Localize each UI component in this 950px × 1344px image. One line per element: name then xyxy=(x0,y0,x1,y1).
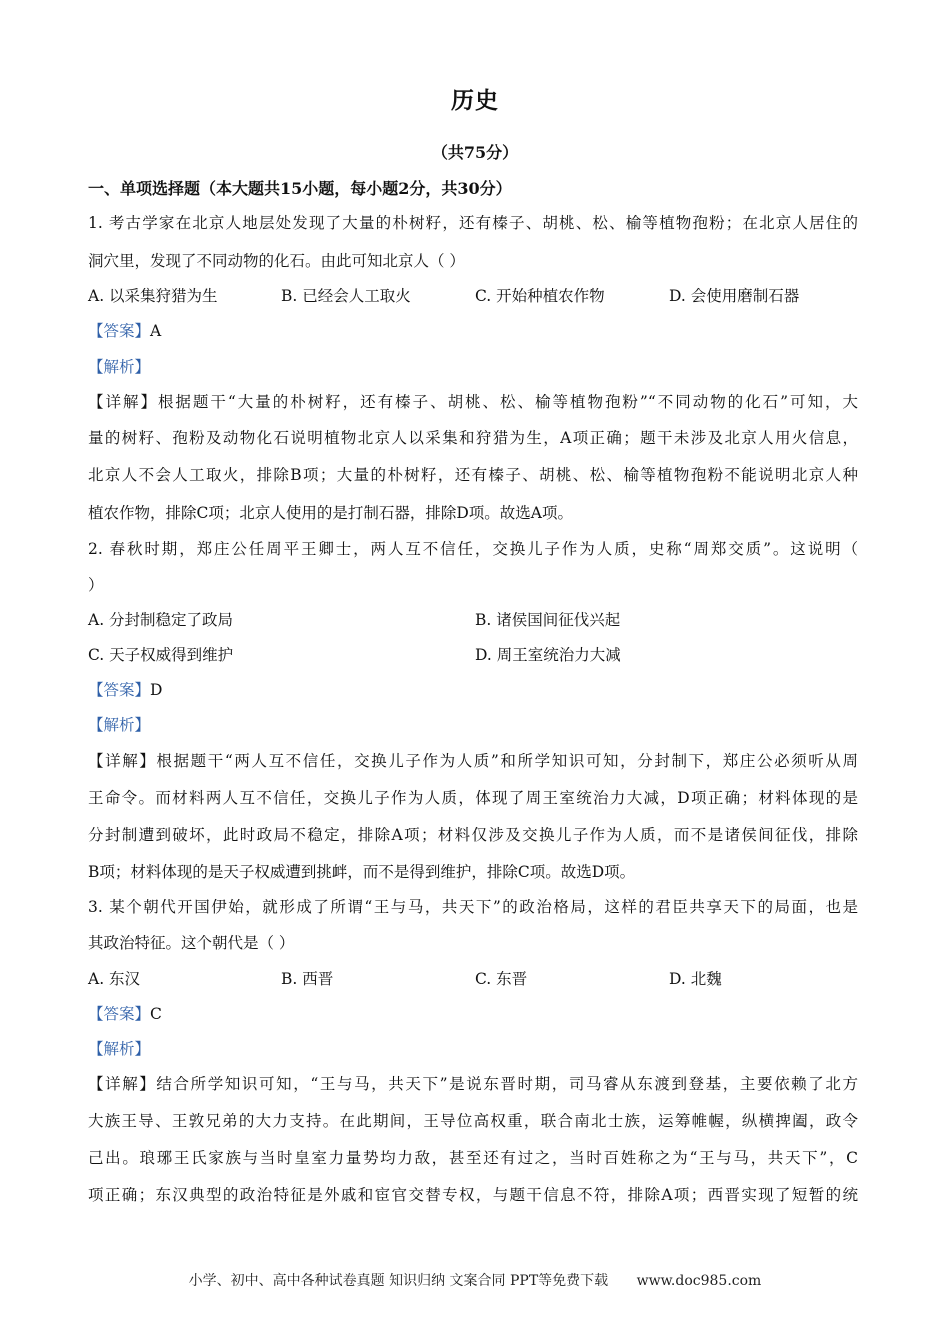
q3-option-c: C. 东晋 xyxy=(475,970,528,988)
q2-answer xyxy=(88,679,863,701)
q2-detail-line-1 xyxy=(88,750,858,772)
footer-link[interactable]: www.doc985.com xyxy=(636,1273,762,1289)
detail-text: 根据题干“两人互不信任，交换儿子作为人质”和所学知识可知，分封制下，郑庄公必须听从周 xyxy=(156,752,858,770)
q3-detail-line-4: 项正确；东汉典型的政治特征是外戚和宦官交替专权，与题干信息不符，排除A项；西晋实现了短暂的统 xyxy=(88,1186,858,1204)
q3-analysis-tag: 【解析】 xyxy=(88,1040,151,1058)
q3-option-b: B. 西晋 xyxy=(281,970,334,988)
q1-detail-line-1 xyxy=(88,391,858,413)
answer-tag: 【答案】 xyxy=(88,681,151,699)
q1-option-c: C. 开始种植农作物 xyxy=(475,287,605,305)
q1-detail-line-3: 北京人不会人工取火，排除B项；大量的朴树籽，还有榛子、胡桃、松、榆等植物孢粉不能说明北京人种 xyxy=(88,466,858,484)
q3-detail-line-2: 大族王导、王敦兄弟的大力支持。在此期间，王导位高权重，联合南北士族，运筹帷幄，纵横捭阖，政令 xyxy=(88,1112,858,1130)
answer-value: A xyxy=(150,322,162,340)
q2-option-b: B. 诸侯国间征伐兴起 xyxy=(475,611,621,629)
q1-answer xyxy=(88,320,863,342)
q2-analysis-tag: 【解析】 xyxy=(88,716,151,734)
detail-tag: 【详解】 xyxy=(88,1075,157,1093)
q3-detail-line-3: 己出。琅琊王氏家族与当时皇室力量势均力敌，甚至还有过之，当时百姓称之为“王与马，共天下”，C xyxy=(88,1149,858,1167)
q3-answer xyxy=(88,1003,863,1025)
detail-tag: 【详解】 xyxy=(88,393,158,411)
answer-tag: 【答案】 xyxy=(88,322,151,340)
q1-option-a: A. 以采集狩猎为生 xyxy=(88,287,218,305)
q2-stem-line-1: 2. 春秋时期，郑庄公任周平王卿士，两人互不信任，交换儿子作为人质，史称“周郑交质”。这说明（ xyxy=(88,540,858,558)
page-subtitle: （共75分） xyxy=(431,143,519,162)
detail-tag: 【详解】 xyxy=(88,752,157,770)
q2-detail-line-2: 王命令。而材料两人互不信任，交换儿子作为人质，体现了周王室统治力大减，D项正确；材料体现的是 xyxy=(88,789,858,807)
q1-stem-line-2: 洞穴里，发现了不同动物的化石。由此可知北京人（ ） xyxy=(88,252,465,270)
page-footer xyxy=(0,1270,950,1290)
q3-detail-line-1 xyxy=(88,1073,858,1095)
q3-option-d: D. 北魏 xyxy=(669,970,722,988)
q2-detail-line-3: 分封制遭到破坏，此时政局不稳定，排除A项；材料仅涉及交换儿子作为人质，而不是诸侯间征伐，排除 xyxy=(88,826,858,844)
q2-option-d: D. 周王室统治力大减 xyxy=(475,646,621,664)
detail-text: 根据题干“大量的朴树籽，还有榛子、胡桃、松、榆等植物孢粉”“不同动物的化石”可知，大 xyxy=(157,393,858,411)
q1-option-d: D. 会使用磨制石器 xyxy=(669,287,800,305)
q2-option-a: A. 分封制稳定了政局 xyxy=(88,611,234,629)
footer-text: 小学、初中、高中各种试卷真题 知识归纳 文案合同 PPT等免费下载 xyxy=(188,1273,609,1289)
q2-option-c: C. 天子权威得到维护 xyxy=(88,646,234,664)
q2-stem-line-2: ） xyxy=(88,576,104,594)
page-title: 历史 xyxy=(451,87,499,114)
answer-value: D xyxy=(150,681,163,699)
answer-value: C xyxy=(150,1005,162,1023)
q1-option-b: B. 已经会人工取火 xyxy=(281,287,411,305)
q3-option-a: A. 东汉 xyxy=(88,970,141,988)
q1-stem-line-1: 1. 考古学家在北京人地层处发现了大量的朴树籽，还有榛子、胡桃、松、榆等植物孢粉；在北京人居住的 xyxy=(88,214,858,232)
section-heading: 一、单项选择题（本大题共15小题，每小题2分，共30分） xyxy=(88,179,512,198)
detail-text: 结合所学知识可知，“王与马，共天下”是说东晋时期，司马睿从东渡到登基，主要依赖了北方 xyxy=(156,1075,858,1093)
q1-detail-line-2: 量的树籽、孢粉及动物化石说明植物北京人以采集和狩猎为生，A项正确；题干未涉及北京人用火信息， xyxy=(88,429,858,447)
q2-detail-line-4: B项；材料体现的是天子权威遭到挑衅，而不是得到维护，排除C项。故选D项。 xyxy=(88,863,636,881)
q3-stem-line-1: 3. 某个朝代开国伊始，就形成了所谓“王与马，共天下”的政治格局，这样的君臣共享天下的局面，也是 xyxy=(88,898,858,916)
answer-tag: 【答案】 xyxy=(88,1005,151,1023)
q3-stem-line-2: 其政治特征。这个朝代是（ ） xyxy=(88,934,295,952)
q1-detail-line-4: 植农作物，排除C项；北京人使用的是打制石器，排除D项。故选A项。 xyxy=(88,504,573,522)
q1-analysis-tag: 【解析】 xyxy=(88,358,151,376)
